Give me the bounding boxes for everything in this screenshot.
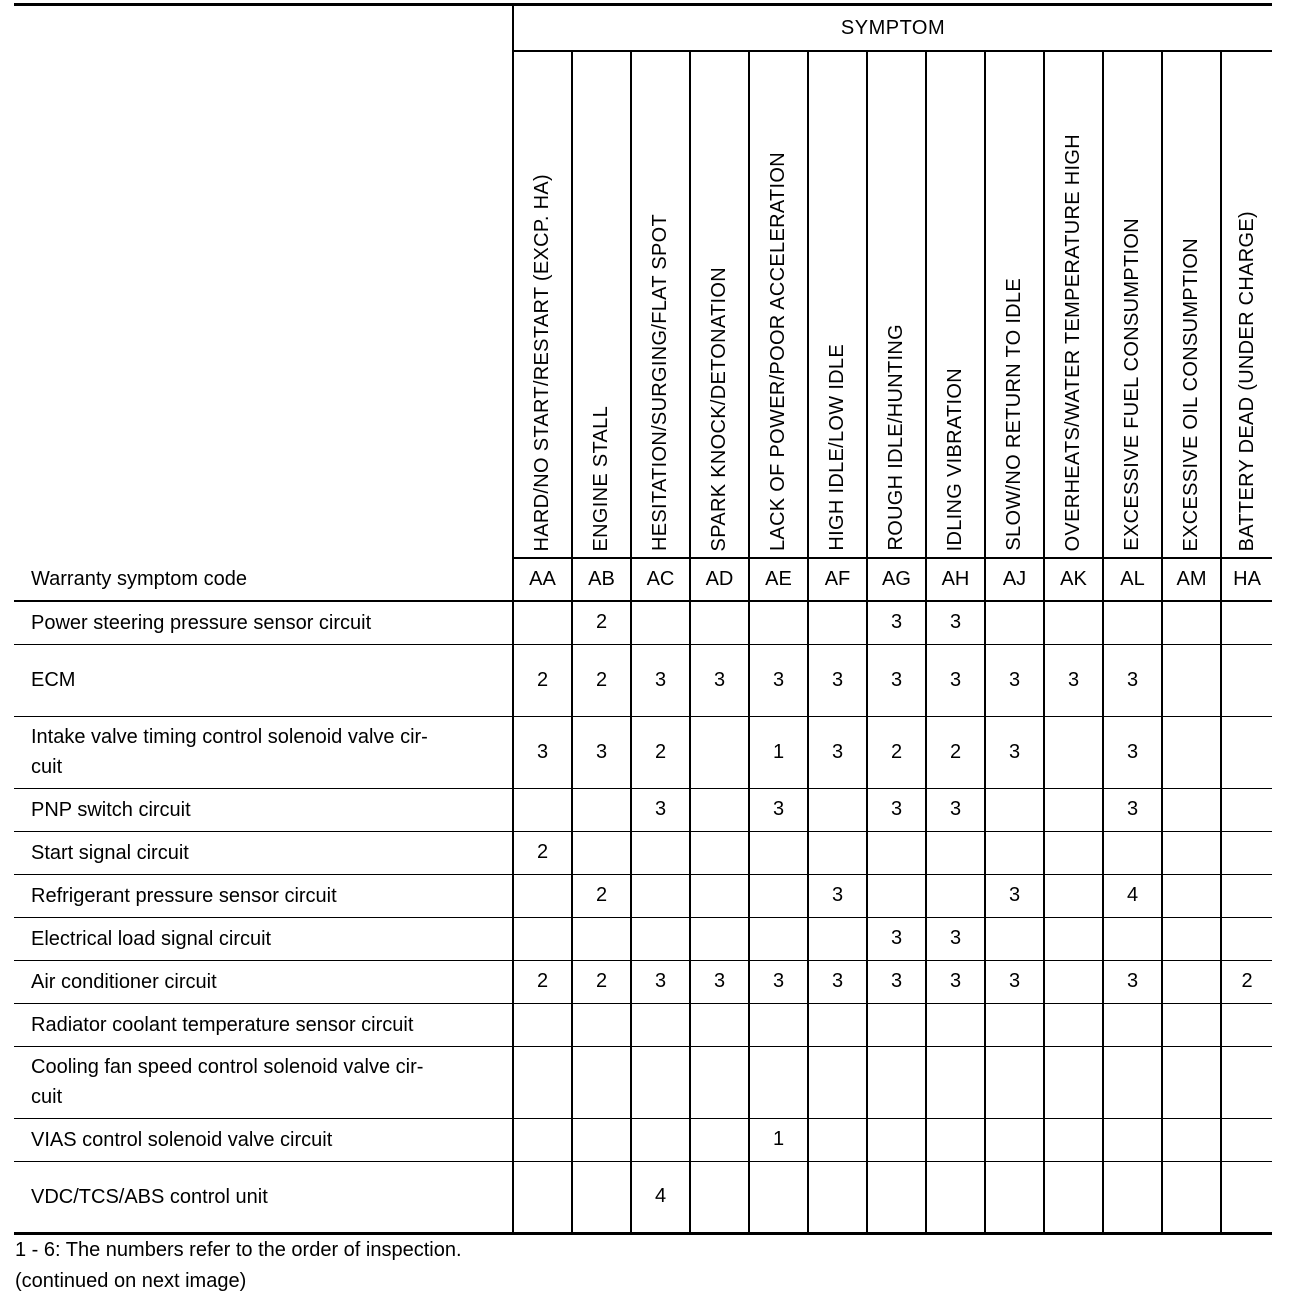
inspection-order-cell: 2 [631, 716, 690, 788]
inspection-order-cell [749, 1003, 808, 1046]
inspection-order-cell: 3 [631, 644, 690, 716]
inspection-order-cell [1103, 1003, 1162, 1046]
symptom-name: HESITATION/SURGING/FLAT SPOT [649, 214, 671, 551]
inspection-order-cell [1221, 874, 1272, 917]
inspection-order-cell [926, 1003, 985, 1046]
inspection-order-cell [985, 917, 1044, 960]
component-label: Electrical load signal circuit [14, 917, 513, 960]
inspection-order-cell: 3 [631, 960, 690, 1003]
inspection-order-cell [513, 874, 572, 917]
inspection-order-cell: 3 [867, 601, 926, 644]
inspection-order-cell [1221, 644, 1272, 716]
inspection-order-cell [1044, 1046, 1103, 1118]
component-label: VIAS control solenoid valve circuit [14, 1118, 513, 1161]
symptom-name: EXCESSIVE OIL CONSUMPTION [1180, 237, 1202, 551]
table-row [14, 917, 1272, 960]
inspection-order-cell [1044, 601, 1103, 644]
inspection-order-cell [1162, 601, 1221, 644]
corner-blank-cell [14, 5, 513, 559]
inspection-order-cell: 2 [513, 960, 572, 1003]
inspection-order-cell [749, 1161, 808, 1233]
symptom-matrix-document [14, 3, 1272, 1235]
symptom-column-header [572, 51, 631, 558]
continued-note: (continued on next image) [15, 1270, 247, 1292]
warranty-code-cell: AC [631, 558, 690, 601]
inspection-order-cell: 3 [1103, 960, 1162, 1003]
inspection-order-cell: 3 [690, 644, 749, 716]
inspection-order-cell: 3 [1103, 716, 1162, 788]
inspection-order-cell [572, 788, 631, 831]
inspection-order-cell: 3 [926, 601, 985, 644]
inspection-order-cell: 3 [926, 644, 985, 716]
inspection-order-cell [867, 1161, 926, 1233]
inspection-order-cell [513, 1118, 572, 1161]
inspection-order-cell [867, 831, 926, 874]
inspection-order-cell [749, 917, 808, 960]
inspection-order-cell [926, 1161, 985, 1233]
symptom-name: ROUGH IDLE/HUNTING [885, 324, 907, 551]
symptom-name: SLOW/NO RETURN TO IDLE [1003, 278, 1025, 551]
inspection-order-cell [1044, 874, 1103, 917]
component-label: Power steering pressure sensor circuit [14, 601, 513, 644]
symptom-column-header [513, 51, 572, 558]
inspection-order-cell: 3 [985, 960, 1044, 1003]
symptom-name: OVERHEATS/WATER TEMPERATURE HIGH [1062, 133, 1084, 551]
inspection-order-cell [690, 788, 749, 831]
warranty-code-cell: AA [513, 558, 572, 601]
inspection-order-cell: 2 [1221, 960, 1272, 1003]
footnotes [15, 1235, 462, 1297]
symptom-column-header [1044, 51, 1103, 558]
inspection-order-cell: 2 [572, 960, 631, 1003]
inspection-order-cell [749, 874, 808, 917]
inspection-order-cell [926, 831, 985, 874]
inspection-order-cell [1162, 788, 1221, 831]
table-row [14, 644, 1272, 716]
inspection-order-cell [631, 601, 690, 644]
inspection-order-cell [867, 874, 926, 917]
warranty-code-cell: HA [1221, 558, 1272, 601]
inspection-order-cell [690, 874, 749, 917]
inspection-order-cell: 3 [749, 644, 808, 716]
inspection-order-cell: 3 [572, 716, 631, 788]
inspection-order-cell [985, 788, 1044, 831]
inspection-order-cell: 1 [749, 716, 808, 788]
inspection-order-cell [808, 917, 867, 960]
inspection-order-cell [690, 1003, 749, 1046]
inspection-order-cell: 3 [926, 917, 985, 960]
inspection-order-cell: 3 [808, 874, 867, 917]
inspection-order-cell [1044, 1161, 1103, 1233]
inspection-order-cell: 4 [1103, 874, 1162, 917]
warranty-code-row [14, 558, 1272, 601]
inspection-order-cell [572, 1046, 631, 1118]
symptom-matrix-table [14, 3, 1272, 1235]
inspection-order-cell [690, 601, 749, 644]
inspection-order-cell: 3 [1103, 644, 1162, 716]
inspection-order-cell: 3 [513, 716, 572, 788]
inspection-order-cell: 3 [926, 788, 985, 831]
symptom-name: LACK OF POWER/POOR ACCELERATION [767, 152, 789, 551]
symptom-column-header [985, 51, 1044, 558]
warranty-code-label: Warranty symptom code [14, 558, 513, 601]
inspection-order-cell [1103, 831, 1162, 874]
symptom-column-header [808, 51, 867, 558]
component-label: Start signal circuit [14, 831, 513, 874]
inspection-order-cell [1044, 831, 1103, 874]
inspection-order-cell [749, 831, 808, 874]
table-row [14, 1161, 1272, 1233]
inspection-order-cell [631, 831, 690, 874]
component-label: PNP switch circuit [14, 788, 513, 831]
warranty-code-cell: AM [1162, 558, 1221, 601]
warranty-code-cell: AG [867, 558, 926, 601]
table-row [14, 1118, 1272, 1161]
inspection-order-cell: 2 [572, 874, 631, 917]
inspection-order-cell [1044, 917, 1103, 960]
inspection-order-cell [985, 601, 1044, 644]
symptom-name: BATTERY DEAD (UNDER CHARGE) [1235, 210, 1258, 551]
inspection-order-cell [1044, 960, 1103, 1003]
inspection-order-cell [1221, 917, 1272, 960]
inspection-order-cell [926, 874, 985, 917]
inspection-order-cell: 3 [631, 788, 690, 831]
inspection-order-cell [572, 1118, 631, 1161]
inspection-order-cell: 3 [808, 716, 867, 788]
inspection-order-cell [808, 1161, 867, 1233]
symptom-column-header [631, 51, 690, 558]
inspection-order-cell: 3 [867, 917, 926, 960]
inspection-order-cell: 3 [926, 960, 985, 1003]
warranty-code-cell: AK [1044, 558, 1103, 601]
inspection-order-cell [1103, 601, 1162, 644]
symptom-name: SPARK KNOCK/DETONATION [708, 266, 730, 551]
inspection-order-cell [1221, 788, 1272, 831]
inspection-order-cell: 4 [631, 1161, 690, 1233]
inspection-order-cell [572, 1161, 631, 1233]
inspection-order-cell [808, 831, 867, 874]
symptom-name: IDLING VIBRATION [944, 367, 966, 551]
inspection-order-cell: 3 [808, 960, 867, 1003]
inspection-order-cell [631, 1046, 690, 1118]
inspection-order-cell [1103, 917, 1162, 960]
symptom-column-header [749, 51, 808, 558]
inspection-order-cell: 3 [1044, 644, 1103, 716]
inspection-order-cell [1162, 831, 1221, 874]
inspection-order-cell [1162, 644, 1221, 716]
inspection-order-cell [985, 1161, 1044, 1233]
inspection-order-cell: 2 [572, 601, 631, 644]
inspection-order-cell [513, 601, 572, 644]
inspection-order-cell: 2 [926, 716, 985, 788]
inspection-order-cell [749, 601, 808, 644]
inspection-order-cell [1221, 1003, 1272, 1046]
inspection-order-cell [1162, 1046, 1221, 1118]
inspection-order-cell [808, 1003, 867, 1046]
inspection-order-cell [513, 1161, 572, 1233]
inspection-order-cell [690, 917, 749, 960]
warranty-code-cell: AE [749, 558, 808, 601]
table-row [14, 601, 1272, 644]
inspection-order-cell [513, 917, 572, 960]
warranty-code-cell: AB [572, 558, 631, 601]
inspection-order-cell: 3 [985, 716, 1044, 788]
inspection-order-cell [690, 831, 749, 874]
inspection-order-cell [1162, 960, 1221, 1003]
component-label: Air conditioner circuit [14, 960, 513, 1003]
table-row [14, 716, 1272, 788]
inspection-order-cell [1162, 1161, 1221, 1233]
inspection-order-cell: 1 [749, 1118, 808, 1161]
inspection-order-cell [1221, 601, 1272, 644]
inspection-order-cell [985, 831, 1044, 874]
inspection-order-cell [1044, 788, 1103, 831]
table-row [14, 874, 1272, 917]
inspection-order-cell: 3 [808, 644, 867, 716]
table-row [14, 788, 1272, 831]
inspection-order-cell: 2 [513, 644, 572, 716]
inspection-order-cell [1044, 1118, 1103, 1161]
inspection-order-cell [1103, 1046, 1162, 1118]
symptom-name: ENGINE STALL [590, 405, 612, 551]
component-label: Radiator coolant temperature sensor circuit [14, 1003, 513, 1046]
inspection-order-cell [1103, 1161, 1162, 1233]
component-label: ECM [14, 644, 513, 716]
symptom-column-header [1162, 51, 1221, 558]
inspection-order-cell: 3 [749, 788, 808, 831]
inspection-order-cell [690, 716, 749, 788]
inspection-order-cell: 3 [690, 960, 749, 1003]
warranty-code-cell: AH [926, 558, 985, 601]
inspection-order-cell [808, 1118, 867, 1161]
inspection-order-cell [926, 1046, 985, 1118]
inspection-order-cell [631, 1003, 690, 1046]
inspection-order-cell [985, 1046, 1044, 1118]
inspection-order-cell [1044, 1003, 1103, 1046]
inspection-order-cell [1162, 917, 1221, 960]
inspection-order-cell [572, 917, 631, 960]
component-label: Intake valve timing control solenoid valve cir- cuit [14, 716, 513, 788]
inspection-order-cell [1221, 1161, 1272, 1233]
inspection-order-cell [572, 831, 631, 874]
component-label: Cooling fan speed control solenoid valve cir- cuit [14, 1046, 513, 1118]
inspection-order-cell [631, 874, 690, 917]
table-row [14, 1003, 1272, 1046]
inspection-order-cell [926, 1118, 985, 1161]
table-row [14, 1046, 1272, 1118]
inspection-order-note: 1 - 6: The numbers refer to the order of inspection. [15, 1239, 462, 1261]
inspection-order-cell [513, 1003, 572, 1046]
inspection-order-cell: 3 [985, 644, 1044, 716]
inspection-order-cell [1221, 716, 1272, 788]
symptom-name: HARD/NO START/RESTART (EXCP. HA) [531, 173, 553, 551]
symptom-name: EXCESSIVE FUEL CONSUMPTION [1121, 218, 1143, 551]
component-label: Refrigerant pressure sensor circuit [14, 874, 513, 917]
inspection-order-cell [690, 1161, 749, 1233]
inspection-order-cell [1162, 1003, 1221, 1046]
inspection-order-cell [749, 1046, 808, 1118]
inspection-order-cell [631, 1118, 690, 1161]
inspection-order-cell: 3 [985, 874, 1044, 917]
symptom-header: SYMPTOM [513, 5, 1272, 52]
inspection-order-cell [1044, 716, 1103, 788]
inspection-order-cell: 2 [867, 716, 926, 788]
inspection-order-cell [631, 917, 690, 960]
inspection-order-cell [572, 1003, 631, 1046]
symptom-column-header [926, 51, 985, 558]
symptom-name: HIGH IDLE/LOW IDLE [826, 344, 848, 551]
warranty-code-cell: AL [1103, 558, 1162, 601]
inspection-order-cell [1103, 1118, 1162, 1161]
inspection-order-cell: 3 [867, 960, 926, 1003]
inspection-order-cell [985, 1118, 1044, 1161]
inspection-order-cell: 2 [572, 644, 631, 716]
component-label: VDC/TCS/ABS control unit [14, 1161, 513, 1233]
inspection-order-cell [1221, 1046, 1272, 1118]
symptom-column-header [867, 51, 926, 558]
inspection-order-cell [513, 1046, 572, 1118]
inspection-order-cell [867, 1003, 926, 1046]
inspection-order-cell [808, 788, 867, 831]
inspection-order-cell [513, 788, 572, 831]
symptom-column-header [1221, 51, 1272, 558]
inspection-order-cell [1162, 716, 1221, 788]
table-row [14, 960, 1272, 1003]
symptom-column-header [1103, 51, 1162, 558]
warranty-code-cell: AF [808, 558, 867, 601]
inspection-order-cell [1221, 1118, 1272, 1161]
inspection-order-cell [808, 1046, 867, 1118]
inspection-order-cell [690, 1118, 749, 1161]
inspection-order-cell [808, 601, 867, 644]
inspection-order-cell [1162, 1118, 1221, 1161]
inspection-order-cell [867, 1118, 926, 1161]
inspection-order-cell: 3 [867, 788, 926, 831]
table-row [14, 831, 1272, 874]
warranty-code-cell: AD [690, 558, 749, 601]
inspection-order-cell [1162, 874, 1221, 917]
warranty-code-cell: AJ [985, 558, 1044, 601]
inspection-order-cell [867, 1046, 926, 1118]
inspection-order-cell [985, 1003, 1044, 1046]
inspection-order-cell: 3 [1103, 788, 1162, 831]
inspection-order-cell [1221, 831, 1272, 874]
inspection-order-cell: 3 [749, 960, 808, 1003]
symptom-column-header [690, 51, 749, 558]
inspection-order-cell: 2 [513, 831, 572, 874]
inspection-order-cell [690, 1046, 749, 1118]
inspection-order-cell: 3 [867, 644, 926, 716]
